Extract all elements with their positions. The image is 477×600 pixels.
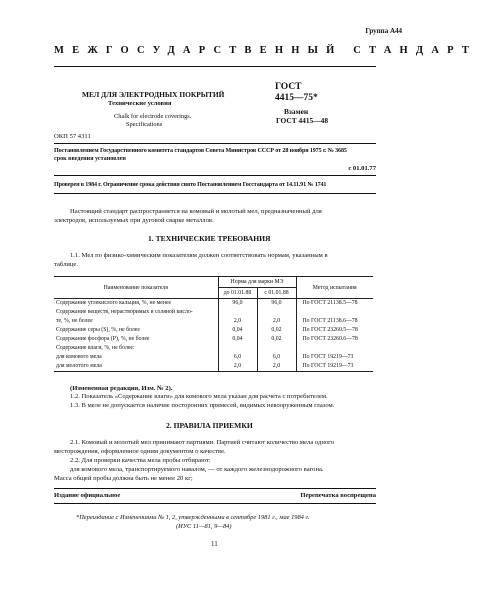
test-method-cell: По ГОСТ 19219—73	[296, 353, 373, 362]
norm-after-cell: 0,02	[257, 326, 296, 335]
effective-date: с 01.01.77	[348, 165, 376, 172]
group-code: Группа А44	[365, 27, 402, 35]
clause-1-2: 1.2. Показатель «Содержание влаги» для комового мела указан для расчета с потребителем.	[70, 393, 328, 400]
clause-2-1-line-1: 2.1. Комовый и молотый мел принимают партиями. Партией считают количество мела одного	[70, 439, 335, 446]
test-method-cell: По ГОСТ 23260.5—78	[296, 326, 373, 335]
table-row	[54, 362, 373, 372]
intro-line-1: Настоящий стандарт распространяется на комовый и молотый мел, предназначенный для	[70, 208, 322, 215]
okp-code: ОКП 57 4311	[54, 133, 91, 140]
norm-after-cell: 2,0	[257, 317, 296, 326]
indicator-name-cell: те, %, не более	[56, 318, 93, 324]
table-row	[54, 335, 373, 344]
norm-before-cell: 2,0	[218, 362, 257, 372]
checked-rule	[54, 193, 376, 194]
table-row	[54, 344, 373, 353]
test-method-cell: По ГОСТ 21138.5—78	[296, 299, 373, 309]
gost-number: 4415—75*	[275, 93, 318, 103]
header-norm: Норма для марки МЭ	[218, 277, 296, 288]
clause-2-2-line-2: для комового мела, транспортируемого навалом, — от каждого железнодорожного вагона.	[70, 466, 324, 473]
test-method-cell: По ГОСТ 23260.6—78	[296, 335, 373, 344]
decree-line-1: Постановлением Государственного комитета стандартов Совета Министров СССР от 28 ноября 1975 г. № 3685	[54, 148, 347, 154]
footer-rule	[54, 488, 376, 489]
test-method-cell: По ГОСТ 19219—73	[296, 362, 373, 372]
clause-1-1-line-2: таблице.	[54, 261, 79, 268]
indicator-name-cell: для комового мела	[56, 354, 102, 360]
clause-2-1-line-2: месторождения, оформленное одним документом о качестве.	[54, 448, 226, 455]
norm-after-cell	[257, 308, 296, 317]
decree-rule	[54, 175, 376, 176]
header-norm-before: до 01.01.88	[218, 288, 257, 299]
table-row	[54, 308, 373, 317]
table-row	[54, 317, 373, 326]
header-rule	[54, 143, 376, 144]
norm-before-cell: 6,0	[218, 353, 257, 362]
norm-before-cell: 0,04	[218, 335, 257, 344]
test-method-cell	[296, 308, 373, 317]
norm-after-cell: 2,0	[257, 362, 296, 372]
header-test-method: Метод испытания	[296, 277, 373, 299]
gost-label: ГОСТ	[275, 82, 302, 92]
official-edition: Издание официальное	[54, 492, 121, 499]
footnote-line-1: *Переиздание с Изменениями № 1, 2, утвержденными в сентябре 1981 г., мае 1984 г.	[76, 514, 310, 521]
decree-line-2: срок введения установлен	[54, 156, 126, 162]
norm-after-cell: 0,02	[257, 335, 296, 344]
clause-1-1-line-1: 1.1. Мел по физико-химическим показателям должен соответствовать нормам, указанным в	[70, 252, 328, 259]
clause-2-2-line-3: Масса общей пробы должна быть не менее 20 кг;	[54, 475, 193, 482]
norm-before-cell: 96,0	[218, 299, 257, 309]
table-row	[54, 353, 373, 362]
norm-before-cell	[218, 344, 257, 353]
title-english-line-2: Specifications	[126, 121, 163, 128]
table-row	[54, 299, 373, 309]
checked-note: Проверен в 1984 г. Ограничение срока действия снято Постановлением Госстандарта от 14.11.91 № 1741	[54, 182, 327, 188]
title-english-line-1: Chalk for electrode coverings.	[114, 113, 192, 120]
test-method-cell	[296, 344, 373, 353]
footer-rule-bottom	[54, 503, 376, 504]
banner-rule	[54, 66, 376, 67]
norm-after-cell: 96,0	[257, 299, 296, 309]
header-indicator-name: Наименование показателя	[54, 277, 218, 299]
reprint-prohibited: Перепечатка воспрещена	[300, 492, 376, 499]
norm-before-cell: 0,04	[218, 326, 257, 335]
standard-banner: МЕЖГОСУДАРСТВЕННЫЙ СТАНДАРТ	[54, 45, 477, 56]
section-1-heading: 1. ТЕХНИЧЕСКИЕ ТРЕБОВАНИЯ	[148, 234, 271, 243]
clause-2-2-line-1: 2.2. Для проверки качества мела пробы отбирают:	[70, 457, 211, 464]
indicator-name-cell: Содержание фосфора (Р), %, не более	[56, 336, 150, 342]
indicator-name-cell: для молотого мела	[56, 363, 102, 369]
intro-line-2: электродов, используемых при дуговой сварке металлов.	[54, 217, 214, 224]
header-norm-after: с 01.01.88	[257, 288, 296, 299]
requirements-table	[54, 276, 373, 372]
replaces-label: Взамен	[284, 107, 309, 116]
test-method-cell: По ГОСТ 21138.6—78	[296, 317, 373, 326]
norm-before-cell: 2,0	[218, 317, 257, 326]
document-title: МЕЛ ДЛЯ ЭЛЕКТРОДНЫХ ПОКРЫТИЙ	[82, 90, 225, 99]
indicator-name-cell: Содержание влаги, %, не более:	[56, 345, 135, 351]
replaces-value: ГОСТ 4415—48	[276, 116, 329, 125]
revision-note: (Измененная редакция, Изм. № 2).	[70, 385, 173, 392]
clause-1-3: 1.3. В меле не допускается наличие посторонних примесей, видимых невооруженным глазом.	[70, 402, 335, 409]
footnote-line-2: (ИУС 11—81, 9—84)	[176, 523, 232, 530]
section-2-heading: 2. ПРАВИЛА ПРИЕМКИ	[166, 421, 253, 430]
page-number: 11	[211, 540, 218, 548]
table-row	[54, 326, 373, 335]
document-subtitle: Технические условия	[108, 100, 172, 107]
norm-after-cell: 6,0	[257, 353, 296, 362]
indicator-name-cell: Содержание углекислого кальция, %, не менее	[56, 300, 172, 306]
norm-after-cell	[257, 344, 296, 353]
norm-before-cell	[218, 308, 257, 317]
indicator-name-cell: Содержание серы (S), %, не более	[56, 327, 140, 333]
indicator-name-cell: Содержание веществ, нерастворимых в соляной кисло-	[56, 309, 193, 315]
